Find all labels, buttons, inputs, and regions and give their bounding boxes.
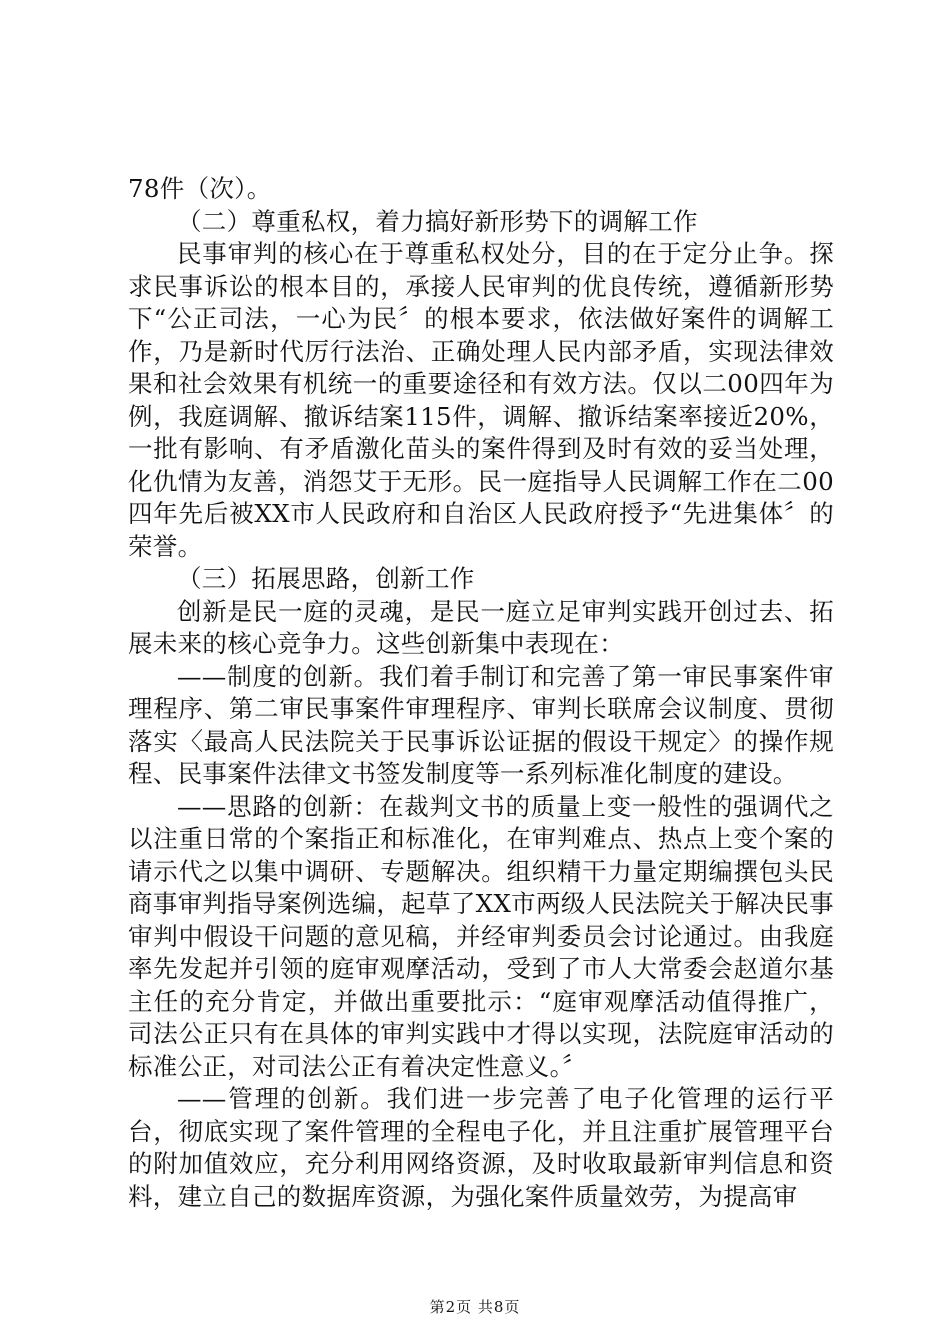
document-body	[128, 173, 834, 1213]
paragraph-system-innovation: ——制度的创新。我们着手制订和完善了第一审民事案件审理程序、第二审民事案件审理程序、审判长联席会议制度、贯彻落实〈最高人民法院关于民事诉讼证据的假设干规定〉的操作规程、民事案件法律文书签发制度等一系列标准化制度的建设。	[128, 661, 834, 788]
paragraph-management-innovation: ——管理的创新。我们进一步完善了电子化管理的运行平台，彻底实现了案件管理的全程电子化，并且注重扩展管理平台的附加值效应，充分利用网络资源，及时收取最新审判信息和资料，建立自己的数据库资源，为强化案件质量效劳，为提高审	[128, 1084, 834, 1211]
page-number-footer: 第2页 共8页	[429, 1298, 521, 1316]
paragraph-continuation: 78件（次）。	[128, 174, 272, 203]
paragraph-innovation-intro: 创新是民一庭的灵魂，是民一庭立足审判实践开创过去、拓展未来的核心竞争力。这些创新集中表现在：	[128, 596, 834, 658]
section-heading-2: （二）尊重私权，着力搞好新形势下的调解工作	[177, 206, 698, 236]
paragraph-mediation: 民事审判的核心在于尊重私权处分，目的在于定分止争。探求民事诉讼的根本目的，承接人民审判的优良传统，遵循新形势下“公正司法，一心为民〞的根本要求，依法做好案件的调解工作，乃是新时代厉行法治、正确处理人民内部矛盾，实现法律效果和社会效果有机统一的重要途径和有效方法。仅以二00四年为例，我庭调解、撤诉结案115件，调解、撤诉结案率接近20%，一批有影响、有矛盾激化苗头的案件得到及时有效的妥当处理，化仇情为友善，消怨艾于无形。民一庭指导人民调解工作在二00四年先后被XX市人民政府和自治区人民政府授予“先进集体〞的荣誉。	[128, 239, 835, 561]
paragraph-thinking-innovation: ——思路的创新：在裁判文书的质量上变一般性的强调代之以注重日常的个案指正和标准化，在审判难点、热点上变个案的请示代之以集中调研、专题解决。组织精干力量定期编撰包头民商事审判指导案例选编，起草了XX市两级人民法院关于解决民事审判中假设干问题的意见稿，并经审判委员会讨论通过。由我庭率先发起并引领的庭审观摩活动，受到了市人大常委会赵道尔基主任的充分肯定，并做出重要批示：“庭审观摩活动值得推广，司法公正只有在具体的审判实践中才得以实现，法院庭审活动的标准公正，对司法公正有着决定性意义。〞	[128, 791, 834, 1081]
section-heading-3: （三）拓展思路，创新工作	[177, 564, 475, 593]
